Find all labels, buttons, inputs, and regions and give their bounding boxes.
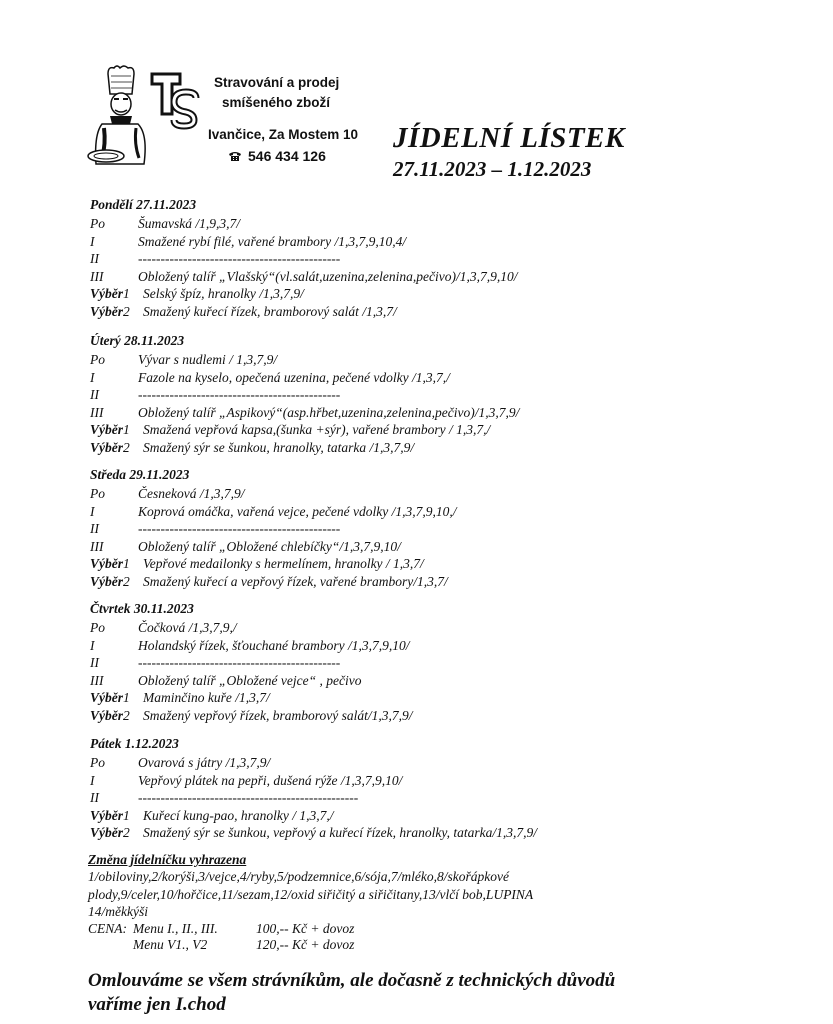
menu-row <box>90 807 334 825</box>
menu-row <box>90 503 457 521</box>
menu-row-dish: Obložený talíř „Obložené vejce“ , pečivo <box>138 672 362 688</box>
menu-row-dish: Maminčino kuře /1,3,7/ <box>143 690 270 705</box>
menu-row-label: Po <box>90 620 105 635</box>
menu-row <box>90 654 341 672</box>
menu-row-label: II <box>90 790 99 805</box>
menu-row-divider: ------------------------------------------------- <box>138 790 359 805</box>
menu-row-label: Výběr <box>90 286 123 301</box>
price2-value: 120,-- Kč + dovoz <box>256 937 355 952</box>
menu-row <box>90 707 413 725</box>
menu-row-dish: Česneková /1,3,7,9/ <box>138 486 245 501</box>
menu-row <box>90 520 341 538</box>
menu-date-range: 27.11.2023 – 1.12.2023 <box>393 157 592 181</box>
menu-row-label: II <box>90 655 99 670</box>
menu-row-dish: Holandský řízek, šťouchané brambory /1,3,7,9,10/ <box>138 637 410 653</box>
menu-row <box>90 215 240 233</box>
company-address: Ivančice, Za Mostem 10 <box>208 127 359 142</box>
menu-row-dish: Fazole na kyselo, opečená uzenina, pečené vdolky /1,3,7,/ <box>138 369 450 385</box>
menu-row <box>90 689 270 707</box>
menu-row-choice-number: 1 <box>123 556 130 571</box>
menu-row-dish: Ovarová s játry /1,3,7,9/ <box>138 755 271 770</box>
day-heading: Pondělí 27.11.2023 <box>90 197 197 212</box>
menu-row <box>90 573 448 591</box>
menu-row <box>90 672 362 690</box>
menu-row-choice-number: 2 <box>123 707 130 723</box>
menu-row <box>90 439 415 457</box>
menu-row-label: Výběr <box>90 825 123 840</box>
menu-row <box>90 824 538 842</box>
menu-row-choice-number: 1 <box>123 286 130 301</box>
change-notice: Změna jídelníčku vyhrazena <box>88 852 247 867</box>
menu-row-choice-number: 2 <box>123 439 130 455</box>
menu-row-label: III <box>90 268 104 284</box>
menu-row-dish: Vývar s nudlemi / 1,3,7,9/ <box>138 352 278 367</box>
menu-row <box>90 637 410 655</box>
menu-row-label: III <box>90 538 104 554</box>
price1-value: 100,-- Kč + dovoz <box>256 921 355 936</box>
menu-row-dish: Smažený kuřecí řízek, bramborový salát /1,3,7/ <box>143 303 397 319</box>
day-heading: Středa 29.11.2023 <box>90 467 190 482</box>
day-heading: Úterý 28.11.2023 <box>90 333 185 348</box>
menu-row-dish: Obložený talíř „Obložené chlebíčky“/1,3,7,9,10/ <box>138 538 401 554</box>
footer-line2: vaříme jen I.chod <box>88 994 226 1015</box>
menu-row-label: Po <box>90 486 105 501</box>
price-label: CENA: <box>88 921 127 936</box>
menu-row-dish: Kuřecí kung-pao, hranolky / 1,3,7,/ <box>143 807 334 823</box>
menu-row-label: I <box>90 637 95 653</box>
price2-menu: Menu V1., V2 <box>133 937 208 952</box>
menu-row <box>90 619 237 637</box>
menu-row-dish: Smažená vepřová kapsa,(šunka +sýr), vařené brambory / 1,3,7,/ <box>143 422 491 437</box>
menu-row <box>90 754 271 772</box>
menu-row <box>90 250 341 268</box>
menu-row-label: I <box>90 503 95 519</box>
menu-row-label: III <box>90 672 104 688</box>
menu-row <box>90 303 397 321</box>
menu-row-label: Po <box>90 352 105 367</box>
menu-row-divider: --------------------------------------------- <box>138 387 341 402</box>
menu-row-label: I <box>90 772 95 788</box>
menu-row <box>90 285 304 303</box>
menu-row-dish: Šumavská /1,9,3,7/ <box>138 216 240 231</box>
menu-row-label: I <box>90 369 95 385</box>
menu-row-divider: --------------------------------------------- <box>138 251 341 266</box>
menu-row-dish: Smažený sýr se šunkou, vepřový a kuřecí řízek, hranolky, tatarka/1,3,7,9/ <box>143 825 538 840</box>
menu-row-dish: Smažený sýr se šunkou, hranolky, tatarka /1,3,7,9/ <box>143 439 415 455</box>
menu-row-dish: Smažené rybí filé, vařené brambory /1,3,7,9,10,4/ <box>138 233 407 249</box>
price1-menu: Menu I., II., III. <box>133 921 218 936</box>
menu-row <box>90 404 520 422</box>
menu-row-dish: Smažený kuřecí a vepřový řízek, vařené brambory/1,3,7/ <box>143 573 448 589</box>
menu-row <box>90 538 401 556</box>
menu-row-label: II <box>90 387 99 402</box>
menu-row <box>90 386 341 404</box>
menu-row-label: Výběr <box>90 303 123 319</box>
menu-row <box>90 772 403 790</box>
menu-row-label: Výběr <box>90 422 123 437</box>
menu-row-dish: Smažený vepřový řízek, bramborový salát/1,3,7,9/ <box>143 707 413 723</box>
menu-row-label: II <box>90 521 99 536</box>
menu-row <box>90 555 424 573</box>
menu-row-dish: Vepřové medailonky s hermelínem, hranolky / 1,3,7/ <box>143 556 424 571</box>
menu-title: JÍDELNÍ LÍSTEK <box>393 122 625 154</box>
logo-chef-illustration <box>84 64 154 172</box>
menu-row-label: Po <box>90 755 105 770</box>
menu-row-label: Výběr <box>90 556 123 571</box>
menu-row-label: Výběr <box>90 690 123 705</box>
menu-row <box>90 421 491 439</box>
company-line2: smíšeného zboží <box>222 95 331 110</box>
allergens-line3: 14/měkkýši <box>88 904 148 919</box>
menu-row-label: Po <box>90 216 105 231</box>
menu-row-choice-number: 1 <box>123 690 130 705</box>
menu-row <box>90 233 407 251</box>
menu-row-label: II <box>90 251 99 266</box>
menu-row <box>90 789 359 807</box>
day-heading: Pátek 1.12.2023 <box>90 736 179 751</box>
allergens-line1: 1/obiloviny,2/korýši,3/vejce,4/ryby,5/podzemnice,6/sója,7/mléko,8/skořápkové <box>88 869 510 884</box>
menu-row <box>90 369 450 387</box>
menu-row-choice-number: 1 <box>123 422 130 437</box>
phone-icon <box>228 149 242 160</box>
menu-row-dish: Koprová omáčka, vařená vejce, pečené vdolky /1,3,7,9,10,/ <box>138 503 457 519</box>
menu-row-label: Výběr <box>90 807 123 823</box>
menu-row-label: Výběr <box>90 439 123 455</box>
menu-row-divider: --------------------------------------------- <box>138 521 341 536</box>
company-line1: Stravování a prodej <box>214 75 340 90</box>
day-heading: Čtvrtek 30.11.2023 <box>90 601 194 616</box>
menu-row-dish: Obložený talíř „Vlašský“(vl.salát,uzenina,zelenina,pečivo)/1,3,7,9,10/ <box>138 268 518 284</box>
menu-row-label: Výběr <box>90 573 123 589</box>
company-phone: 546 434 126 <box>248 148 326 164</box>
company-phone-row <box>228 148 326 164</box>
menu-row-choice-number: 2 <box>123 573 130 589</box>
allergens-line2: plody,9/celer,10/hořčice,11/sezam,12/oxid siřičitý a siřičitany,13/vlčí bob,LUPINA <box>88 887 534 902</box>
menu-row-choice-number: 2 <box>123 303 130 319</box>
menu-row <box>90 268 518 286</box>
menu-row-label: Výběr <box>90 707 123 723</box>
menu-row <box>90 351 278 369</box>
menu-row-divider: --------------------------------------------- <box>138 655 341 670</box>
menu-row-dish: Vepřový plátek na pepři, dušená rýže /1,3,7,9,10/ <box>138 772 403 788</box>
menu-row-choice-number: 1 <box>123 807 130 823</box>
menu-row-label: III <box>90 404 104 420</box>
footer-line1: Omlouváme se všem strávníkům, ale dočasně z technických důvodů <box>88 970 616 991</box>
menu-row-dish: Čočková /1,3,7,9,/ <box>138 620 237 635</box>
logo-ts <box>150 70 202 132</box>
menu-row-dish: Obložený talíř „Aspikový“(asp.hřbet,uzenina,zelenina,pečivo)/1,3,7,9/ <box>138 404 520 420</box>
menu-row <box>90 485 245 503</box>
menu-row-choice-number: 2 <box>123 825 130 840</box>
menu-row-label: I <box>90 233 95 249</box>
menu-row-dish: Selský špíz, hranolky /1,3,7,9/ <box>143 286 304 301</box>
